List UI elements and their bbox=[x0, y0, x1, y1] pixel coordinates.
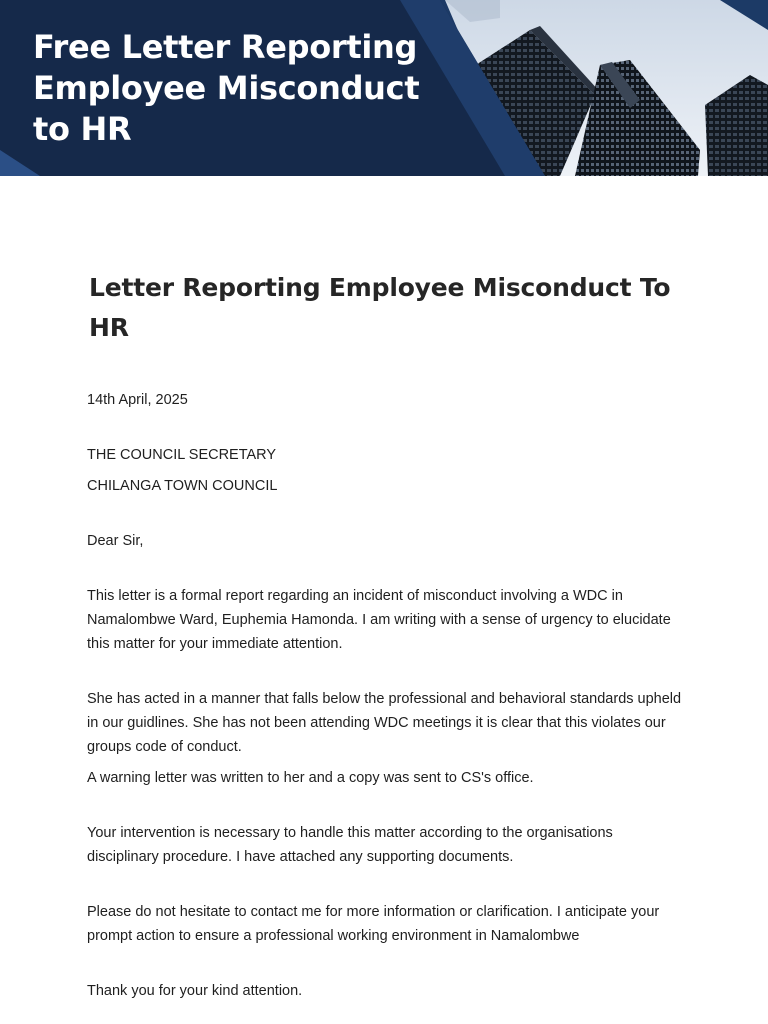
header-banner bbox=[0, 0, 768, 176]
closing-line: Thank you for your kind attention. bbox=[87, 983, 303, 999]
letter-body bbox=[87, 268, 687, 1003]
recipient-organisation: CHILANGA TOWN COUNCIL bbox=[87, 478, 278, 494]
salutation: Dear Sir, bbox=[87, 533, 144, 549]
paragraph-5: Please do not hesitate to contact me for more information or clarification. I anticipate your prompt action to ensure a professional working environment in Namalombwe bbox=[87, 904, 660, 944]
banner-title: Free Letter Reporting Employee Misconduct to HR bbox=[33, 28, 420, 148]
recipient-name: THE COUNCIL SECRETARY bbox=[87, 447, 277, 463]
letter-title: Letter Reporting Employee Misconduct To HR bbox=[89, 273, 671, 342]
paragraph-1: This letter is a formal report regarding an incident of misconduct involving a WDC in Namalombwe Ward, Euphemia Hamonda. I am writing with a sense of urgency to elucidate this matter for your immediate attention. bbox=[87, 588, 671, 652]
paragraph-3: A warning letter was written to her and a copy was sent to CS's office. bbox=[87, 770, 534, 786]
letter-date: 14th April, 2025 bbox=[87, 392, 188, 408]
paragraph-2: She has acted in a manner that falls below the professional and behavioral standards upheld in our guidlines. She has not been attending WDC meetings it is clear that this violates our groups code of conduct. bbox=[87, 691, 682, 755]
paragraph-4: Your intervention is necessary to handle this matter according to the organisations disciplinary procedure. I have attached any supporting documents. bbox=[87, 825, 613, 865]
